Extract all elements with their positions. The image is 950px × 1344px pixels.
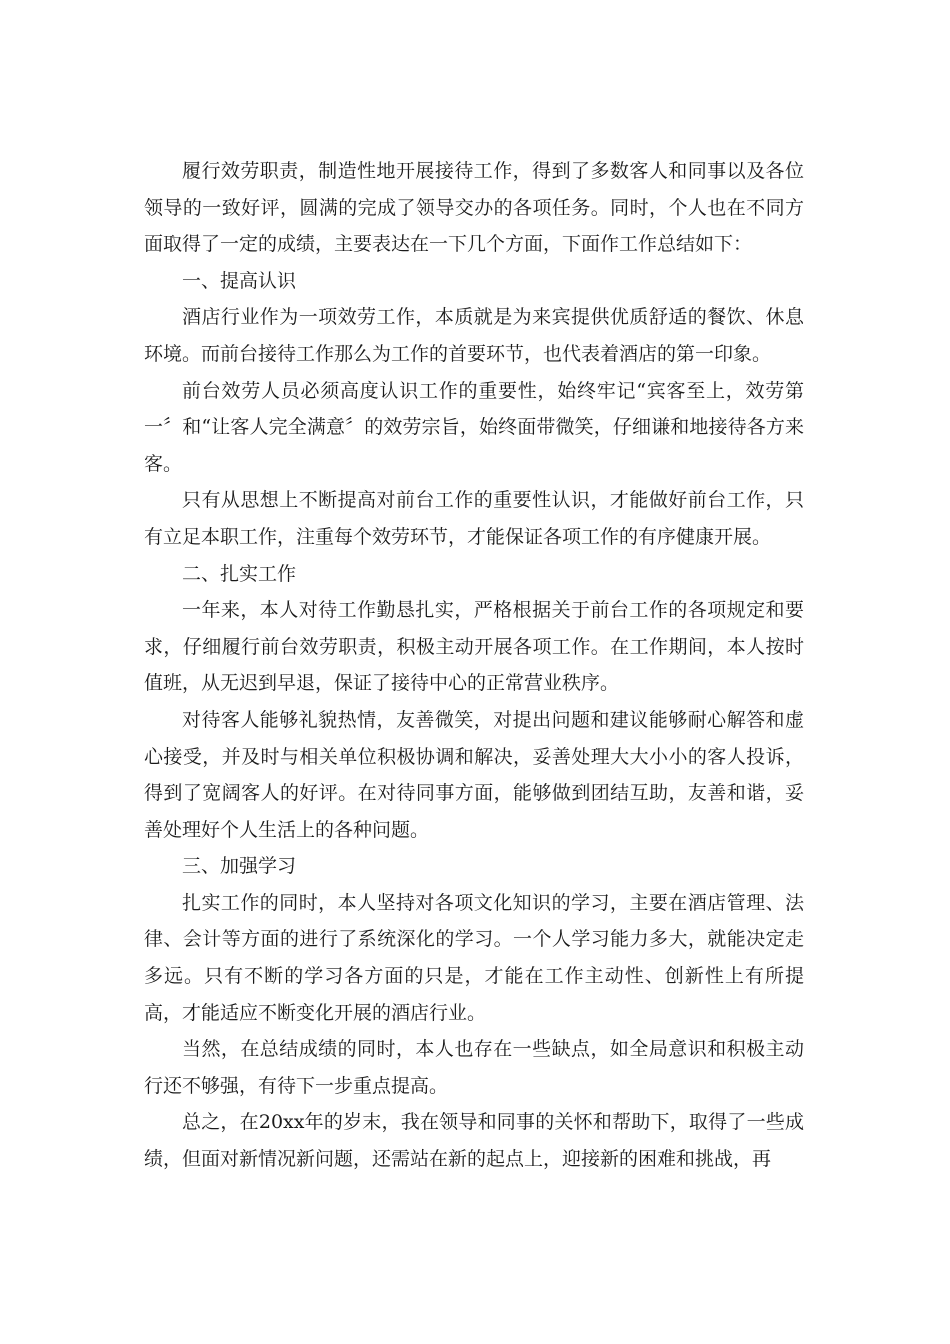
section-heading-2: 二、扎实工作 (182, 562, 297, 585)
document-page (144, 153, 804, 1178)
paragraph: 只有从思想上不断提高对前台工作的重要性认识，才能做好前台工作，只有立足本职工作，注重每个效劳环节，才能保证各项工作的有序健康开展。 (144, 489, 804, 548)
paragraph: 一年来，本人对待工作勤恳扎实，严格根据关于前台工作的各项规定和要求，仔细履行前台效劳职责，积极主动开展各项工作。在工作期间，本人按时值班，从无迟到早退，保证了接待中心的正常营业秩序。 (144, 599, 804, 695)
paragraph: 当然，在总结成绩的同时，本人也存在一些缺点，如全局意识和积极主动行还不够强，有待下一步重点提高。 (144, 1038, 804, 1097)
paragraph: 前台效劳人员必须高度认识工作的重要性，始终牢记“宾客至上，效劳第一〞和“让客人完全满意〞的效劳宗旨，始终面带微笑，仔细谦和地接待各方来客。 (144, 379, 804, 475)
section-heading-1: 一、提高认识 (182, 269, 297, 292)
paragraph: 对待客人能够礼貌热情，友善微笑，对提出问题和建议能够耐心解答和虚心接受，并及时与相关单位积极协调和解决，妥善处理大大小小的客人投诉，得到了宽阔客人的好评。在对待同事方面，能够做到团结互助，友善和谐，妥善处理好个人生活上的各种问题。 (144, 708, 804, 841)
paragraph-closing: 总之，在20xx年的岁末，我在领导和同事的关怀和帮助下，取得了一些成绩，但面对新情况新问题，还需站在新的起点上，迎接新的困难和挑战，再 (144, 1111, 804, 1171)
paragraph: 酒店行业作为一项效劳工作，本质就是为来宾提供优质舒适的餐饮、休息环境。而前台接待工作那么为工作的首要环节，也代表着酒店的第一印象。 (144, 306, 804, 365)
section-heading-3: 三、加强学习 (182, 855, 297, 878)
paragraph-intro: 履行效劳职责，制造性地开展接待工作，得到了多数客人和同事以及各位领导的一致好评，圆满的完成了领导交办的各项任务。同时，个人也在不同方面取得了一定的成绩，主要表达在一下几个方面，下面作工作总结如下： (144, 160, 804, 256)
paragraph: 扎实工作的同时，本人坚持对各项文化知识的学习，主要在酒店管理、法律、会计等方面的进行了系统深化的学习。一个人学习能力多大，就能决定走多远。只有不断的学习各方面的只是，才能在工作主动性、创新性上有所提高，才能适应不断变化开展的酒店行业。 (144, 891, 804, 1024)
